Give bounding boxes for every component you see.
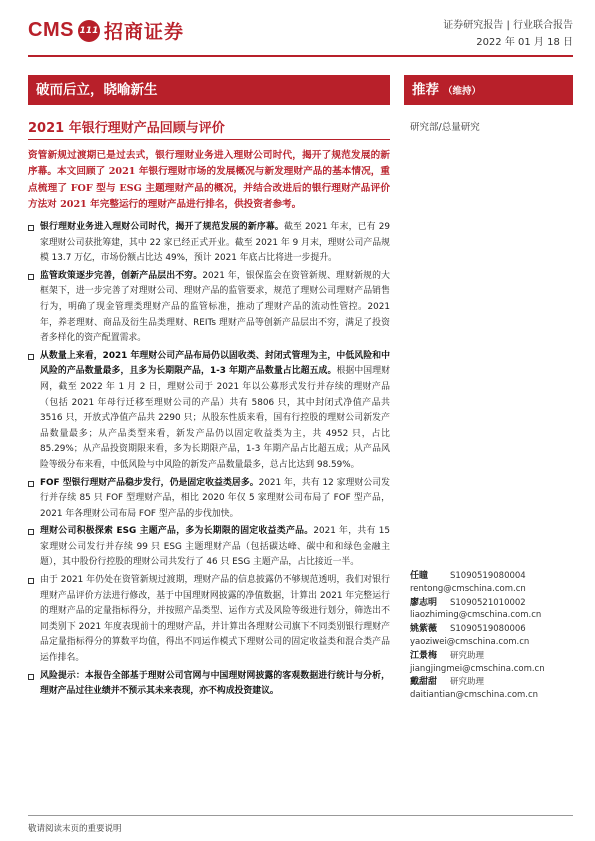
analyst-email[interactable]: jiangjingmei@cmschina.com.cn [410,663,545,674]
analyst-email[interactable]: daitiantian@cmschina.com.cn [410,690,539,701]
rating-box [404,75,573,105]
bullet-point: FOF 型银行理财产品稳步发行，仍是固定收益类居多。2021 年，共有 12 家理财公司发行并存续 85 只 FOF 型理财产品，相比 2020 年仅 5 家理财公司布局了 FOF 型产品，2021 年各理财公司布局 FOF 型产品的步伐加快。 [28,476,390,523]
bullet-square-icon [28,354,34,360]
analyst-email[interactable]: rentong@cmschina.com.cn [410,583,526,594]
brand-emblem-icon: 111 [78,20,100,42]
brand-logo [28,17,184,44]
footer-divider [28,815,573,816]
analyst-list [410,570,580,703]
analyst-entry: 戴甜甜 研究助理 daitiantian@cmschina.com.cn [410,676,580,702]
rating-label: 推荐 [412,82,439,98]
bullet-point: 由于 2021 年仍处在资管新规过渡期，理财产品的信息披露仍不够规范透明，我们对银行理财产品评价方法进行修改，基于中国理财网披露的净值数据，计算出 2021 年完整运行的理财产品的定量指标得分，并按照产品类型、运作方式及风险等级进行划分，筛选出不同类别下 2021 年度表现前十的理财产品，并计算出各理财公司旗下不同类别银行理财产品定量指标得分的算数平均值，得出不同运作模式下理财公司的固定收益类和混合类产品运作排名。 [28,573,390,667]
brand-chinese: 招商证券 [103,21,184,43]
report-date: 2022 年 01 月 18 日 [476,37,573,48]
bullet-square-icon [28,674,34,680]
bullet-point: 监管政策逐步完善，创新产品层出不穷。2021 年，银保监会在资管新规、理财新规的大框架下，进一步完善了对理财公司、理财产品的监管要求，规范了理财公司理财产品销售行为，明确了现金管理类理财产品的监管标准，推动了理财产品的流动性管控。2021 年，养老理财、商品及衍生品类理财、REITs 理财产品等创新产品层出不穷，满足了投资者多样化的资产配置需求。 [28,269,390,347]
banner-title: 破而后立，晓喻新生 [28,75,390,105]
analyst-entry: 廖志明 S1090521010002 liaozhiming@cmschina.com.cn [410,597,580,623]
header-divider [28,55,573,57]
bullet-square-icon [28,274,34,280]
department: 研究部/总量研究 [410,122,480,133]
bullet-square-icon [28,578,34,584]
title-divider [28,139,390,140]
analyst-email[interactable]: liaozhiming@cmschina.com.cn [410,610,542,621]
bullet-square-icon [28,529,34,535]
analyst-email[interactable]: yaoziwei@cmschina.com.cn [410,636,530,647]
bullet-square-icon [28,225,34,231]
abstract: 资管新规过渡期已是过去式，银行理财业务进入理财公司时代，揭开了规范发展的新序幕。本文回顾了 2021 年银行理财市场的发展概况与新发理财产品的基本情况，重点梳理了 FOF 型与 ESG 主题理财产品的概况，并结合改进后的银行理财产品评价方法对 2021 年完整运行的理财产品进行排名，供投资者参考。 [28,150,390,211]
report-type: 证券研究报告 | 行业联合报告 [443,20,573,31]
key-points [28,220,390,702]
analyst-entry: 姚紫薇 S1090519080006 yaoziwei@cmschina.com.cn [410,623,580,649]
brand-latin: CMS [28,19,74,41]
bullet-point: 从数量上来看，2021 年理财公司产品布局仍以固收类、封闭式管理为主，中低风险和中风险的产品数量最多，且多为长期限产品，1-3 年期产品数量占比超五成。根据中国理财网，截至 2022 年 1 月 2 日，理财公司于 2021 年以公募形式发行并存续的理财产品（包括 2021 年母行迁移至理财公司的产品）共有 5806 只，其中封闭式净值产品共 3516 只，开放式净值产品共 2290 只；从股东性质来看，国有行控股的理财公司新发产品数量最多；从产品类型来看，新发产品仍以固定收益类为主，共 4952 只，占比 85.29%；从产品投资期限来看，多为长期限产品，1-3 年期产品占比超五成；从产品风险等级分布来看，中低风险与中风险的新发产品数量最多，总占比达到 98.59%。 [28,349,390,474]
analyst-entry: 江景梅 研究助理 jiangjingmei@cmschina.com.cn [410,650,580,676]
report-title: 2021 年银行理财产品回顾与评价 [28,121,225,136]
bullet-point: 银行理财业务进入理财公司时代，揭开了规范发展的新序幕。截至 2021 年末，已有 29 家理财公司获批筹建，其中 22 家已经正式开业。截至 2021 年 9 月末，理财公司产品规模 13.7 万亿，市场份额占比达 49%，预计 2021 年底占比将进一步提升。 [28,220,390,267]
header-meta [443,17,573,51]
risk-warning: 风险提示：本报告全部基于理财公司官网与中国理财网披露的客观数据进行统计与分析，理财产品过往业绩并不预示其未来表现，亦不构成投资建议。 [28,669,390,700]
bullet-point: 理财公司积极探索 ESG 主题产品，多为长期限的固定收益类产品。2021 年，共有 15 家理财公司发行并存续 99 只 ESG 主题理财产品（包括碳达峰、碳中和和绿色金融主题），其中股份行控股的理财公司共发行了 46 只 ESG 主题产品，占比接近一半。 [28,524,390,571]
rating-note: （维持） [443,86,482,97]
analyst-entry: 任瞳 S1090519080004 rentong@cmschina.com.cn [410,570,580,596]
bullet-square-icon [28,481,34,487]
footer-note: 敬请阅读末页的重要说明 [28,824,122,834]
